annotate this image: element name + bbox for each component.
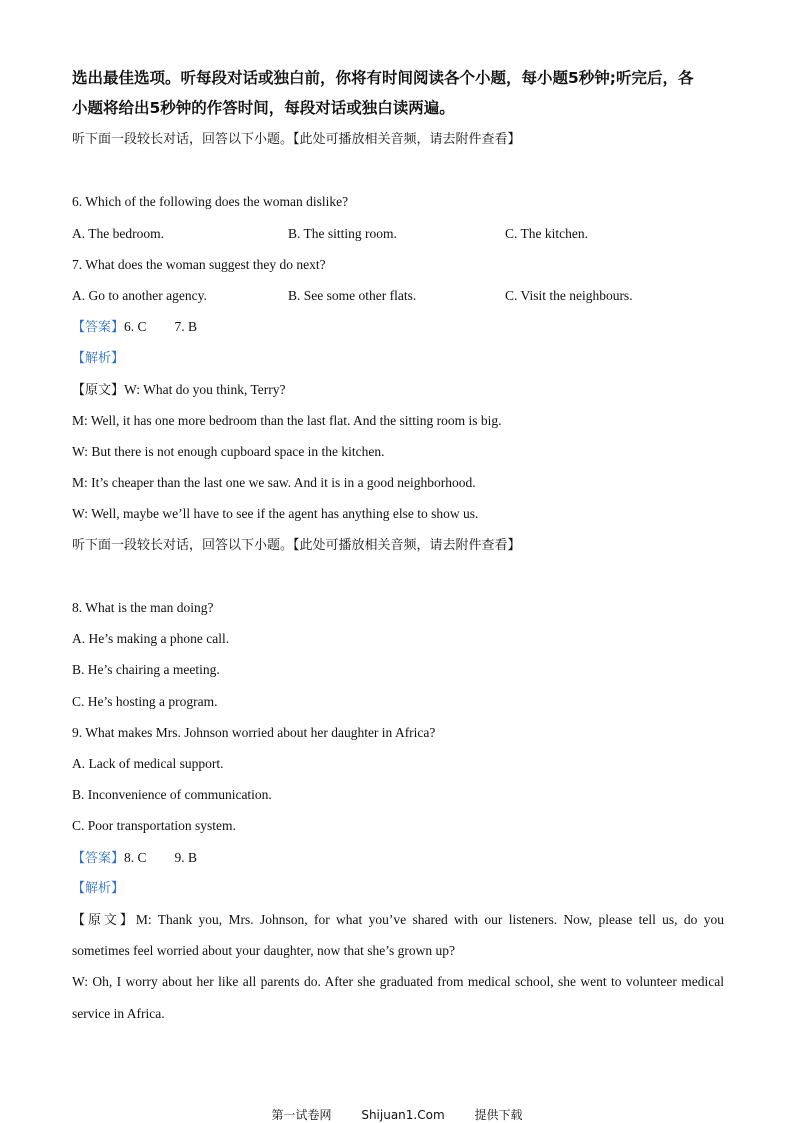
transcript-2-line-3: W: Oh, I worry about her like all parents do. After she graduated from medical school, she went to volunteer medical (72, 974, 724, 989)
question-6-stem: 6. Which of the following does the woman dislike? (72, 194, 349, 209)
question-9-option-a: A. Lack of medical support. (72, 756, 224, 771)
transcript-2-line-2: sometimes feel worried about your daughter, now that she’s grown up? (72, 943, 455, 958)
analysis-label: 【解析】 (72, 351, 125, 366)
answer-8: 8. C (124, 850, 147, 865)
question-8-stem: 8. What is the man doing? (72, 600, 214, 615)
transcript-1-line-5: W: Well, maybe we’ll have to see if the agent has anything else to show us. (72, 506, 479, 521)
listen-prompt-1: 听下面一段较长对话，回答以下小题。【此处可播放相关音频，请去附件查看】 (72, 132, 521, 147)
answer-label: 【答案】 (72, 851, 125, 866)
transcript-label: 【原文】 (72, 913, 136, 928)
footer-download: 提供下载 (474, 1108, 523, 1122)
transcript-1-line-3: W: But there is not enough cupboard space in the kitchen. (72, 444, 385, 459)
question-9-stem: 9. What makes Mrs. Johnson worried about her daughter in Africa? (72, 725, 436, 740)
instruction-line-2: 小题将给出5秒钟的作答时间，每段对话或独白读两遍。 (72, 99, 455, 117)
question-7-option-b: B. See some other flats. (288, 288, 417, 303)
answer-block-1 (72, 318, 724, 337)
answer-label: 【答案】 (72, 320, 125, 335)
question-9-option-b: B. Inconvenience of communication. (72, 787, 272, 802)
analysis-label-2 (72, 879, 724, 898)
instruction-line-1: 选出最佳选项。听每段对话或独白前，你将有时间阅读各个小题，每小题5秒钟;听完后，各 (72, 69, 694, 87)
transcript-1-line-4: M: It’s cheaper than the last one we saw. And it is in a good neighborhood. (72, 475, 476, 490)
analysis-label: 【解析】 (72, 881, 125, 896)
transcript-2-line-4: service in Africa. (72, 1006, 165, 1021)
question-8-option-c: C. He’s hosting a program. (72, 694, 218, 709)
question-6-option-b: B. The sitting room. (288, 226, 397, 241)
transcript-1-line-1 (72, 381, 724, 400)
question-7-stem: 7. What does the woman suggest they do next? (72, 257, 326, 272)
answer-7: 7. B (174, 319, 198, 334)
question-8-option-a: A. He’s making a phone call. (72, 631, 230, 646)
page-footer (0, 1106, 794, 1123)
answer-6: 6. C (124, 319, 147, 334)
question-6-option-c: C. The kitchen. (505, 226, 588, 241)
transcript-1-line-2: M: Well, it has one more bedroom than the last flat. And the sitting room is big. (72, 413, 502, 428)
transcript-1-first: W: What do you think, Terry? (124, 382, 286, 397)
transcript-label: 【原文】 (72, 383, 125, 398)
transcript-2-line-1 (72, 911, 724, 930)
answer-9: 9. B (174, 850, 198, 865)
analysis-label-1 (72, 349, 724, 368)
question-7-option-c: C. Visit the neighbours. (505, 288, 633, 303)
footer-domain: Shijuan1.Com (361, 1108, 445, 1122)
listen-prompt-2: 听下面一段较长对话，回答以下小题。【此处可播放相关音频，请去附件查看】 (72, 538, 521, 553)
question-8-option-b: B. He’s chairing a meeting. (72, 662, 220, 677)
question-9-option-c: C. Poor transportation system. (72, 818, 236, 833)
answer-block-2 (72, 849, 724, 868)
transcript-2-m1a: M: Thank you, Mrs. Johnson, for what you’ve shared with our listeners. Now, please tell us, do you (135, 912, 724, 927)
question-7-option-a: A. Go to another agency. (72, 288, 207, 303)
footer-site-name: 第一试卷网 (271, 1108, 332, 1122)
question-6-option-a: A. The bedroom. (72, 226, 164, 241)
